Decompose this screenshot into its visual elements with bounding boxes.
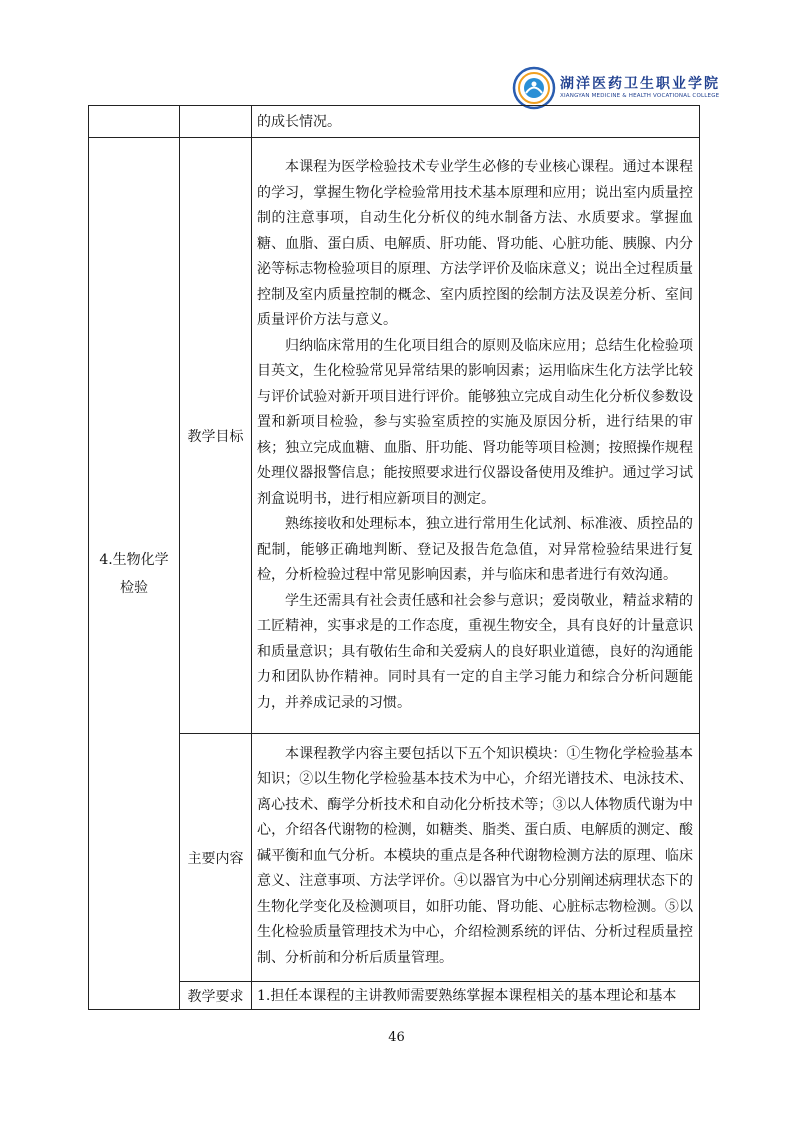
course-name-line1: 4.生物化学 (99, 551, 169, 568)
objectives-row (89, 138, 700, 734)
objectives-paragraph: 本课程为医学检验技术专业学生必修的专业核心课程。通过本课程的学习，掌握生物化学检验常用技术基本原理和应用；说出室内质量控制的注意事项，自动生化分析仪的纯水制备方法、水质要求。掌握血糖、血脂、蛋白质、电解质、肝功能、肾功能、心脏功能、胰腺、内分泌等标志物检验项目的原理、方法学评价及临床意义；说出全过程质量控制及室内质量控制的概念、室内质控图的绘制方法及误差分析、室间质量评价方法与意义。 (257, 159, 693, 328)
requirements-row (89, 982, 700, 1010)
objectives-paragraph: 归纳临床常用的生化项目组合的原则及临床应用；总结生化检验项目英文，生化检验常见异常结果的影响因素；运用临床生化方法学比较与评价试验对新开项目进行评价。能够独立完成自动生化分析仪参数设置和新项目检验，参与实验室质控的实施及原因分析，进行结果的审核；独立完成血糖、血脂、肝功能、肾功能等项目检测；按照操作规程处理仪器报警信息；能按照要求进行仪器设备使用及维护。通过学习试剂盒说明书，进行相应新项目的测定。 (257, 337, 693, 507)
requirements-text: 1.担任本课程的主讲教师需要熟练掌握本课程相关的基本理论和基本 (257, 987, 677, 1004)
objectives-label: 教学目标 (180, 138, 252, 734)
college-logo (512, 66, 720, 110)
content-row (89, 734, 700, 982)
course-name-line2: 检验 (120, 579, 148, 596)
college-name: 湖洋医药卫生职业学院 (560, 76, 720, 92)
objectives-paragraph: 熟练接收和处理标本，独立进行常用生化试剂、标准液、质控品的配制，能够正确地判断、登记及报告危急值，对异常检验结果进行复检，分析检验过程中常见影响因素，并与临床和患者进行有效沟通。 (257, 516, 693, 583)
page-number: 46 (388, 1030, 405, 1045)
course-table (88, 105, 700, 1010)
course-name-cell (89, 138, 180, 1010)
college-name-english: XIANGYAN MEDICINE & HEALTH VOCATIONAL COLLEGE (560, 93, 720, 99)
continuation-row (89, 106, 700, 138)
college-emblem-icon (512, 66, 556, 110)
requirements-label: 教学要求 (180, 982, 252, 1010)
content-label: 主要内容 (180, 734, 252, 982)
continuation-text: 的成长情况。 (257, 113, 341, 130)
content-paragraph: 本课程教学内容主要包括以下五个知识模块：①生物化学检验基本知识；②以生物化学检验基本技术为中心，介绍光谱技术、电泳技术、离心技术、酶学分析技术和自动化分析技术等；③以人体物质代谢为中心，介绍各代谢物的检测，如糖类、脂类、蛋白质、电解质的测定、酸碱平衡和血气分析。本模块的重点是各种代谢物检测方法的原理、临床意义、注意事项、方法学评价。④以器官为中心分别阐述病理状态下的生物化学变化及检测项目，如肝功能、肾功能、心脏标志物检测。⑤以生化检验质量管理技术为中心，介绍检测系统的评估、分析过程质量控制、分析前和分析后质量管理。 (257, 745, 693, 966)
objectives-paragraph: 学生还需具有社会责任感和社会参与意识；爱岗敬业，精益求精的工匠精神，实事求是的工作态度，重视生物安全，具有良好的计量意识和质量意识；具有敬佑生命和关爱病人的良好职业道德，良好的沟通能力和团队协作精神。同时具有一定的自主学习能力和综合分析问题能力，并养成记录的习惯。 (257, 592, 693, 711)
